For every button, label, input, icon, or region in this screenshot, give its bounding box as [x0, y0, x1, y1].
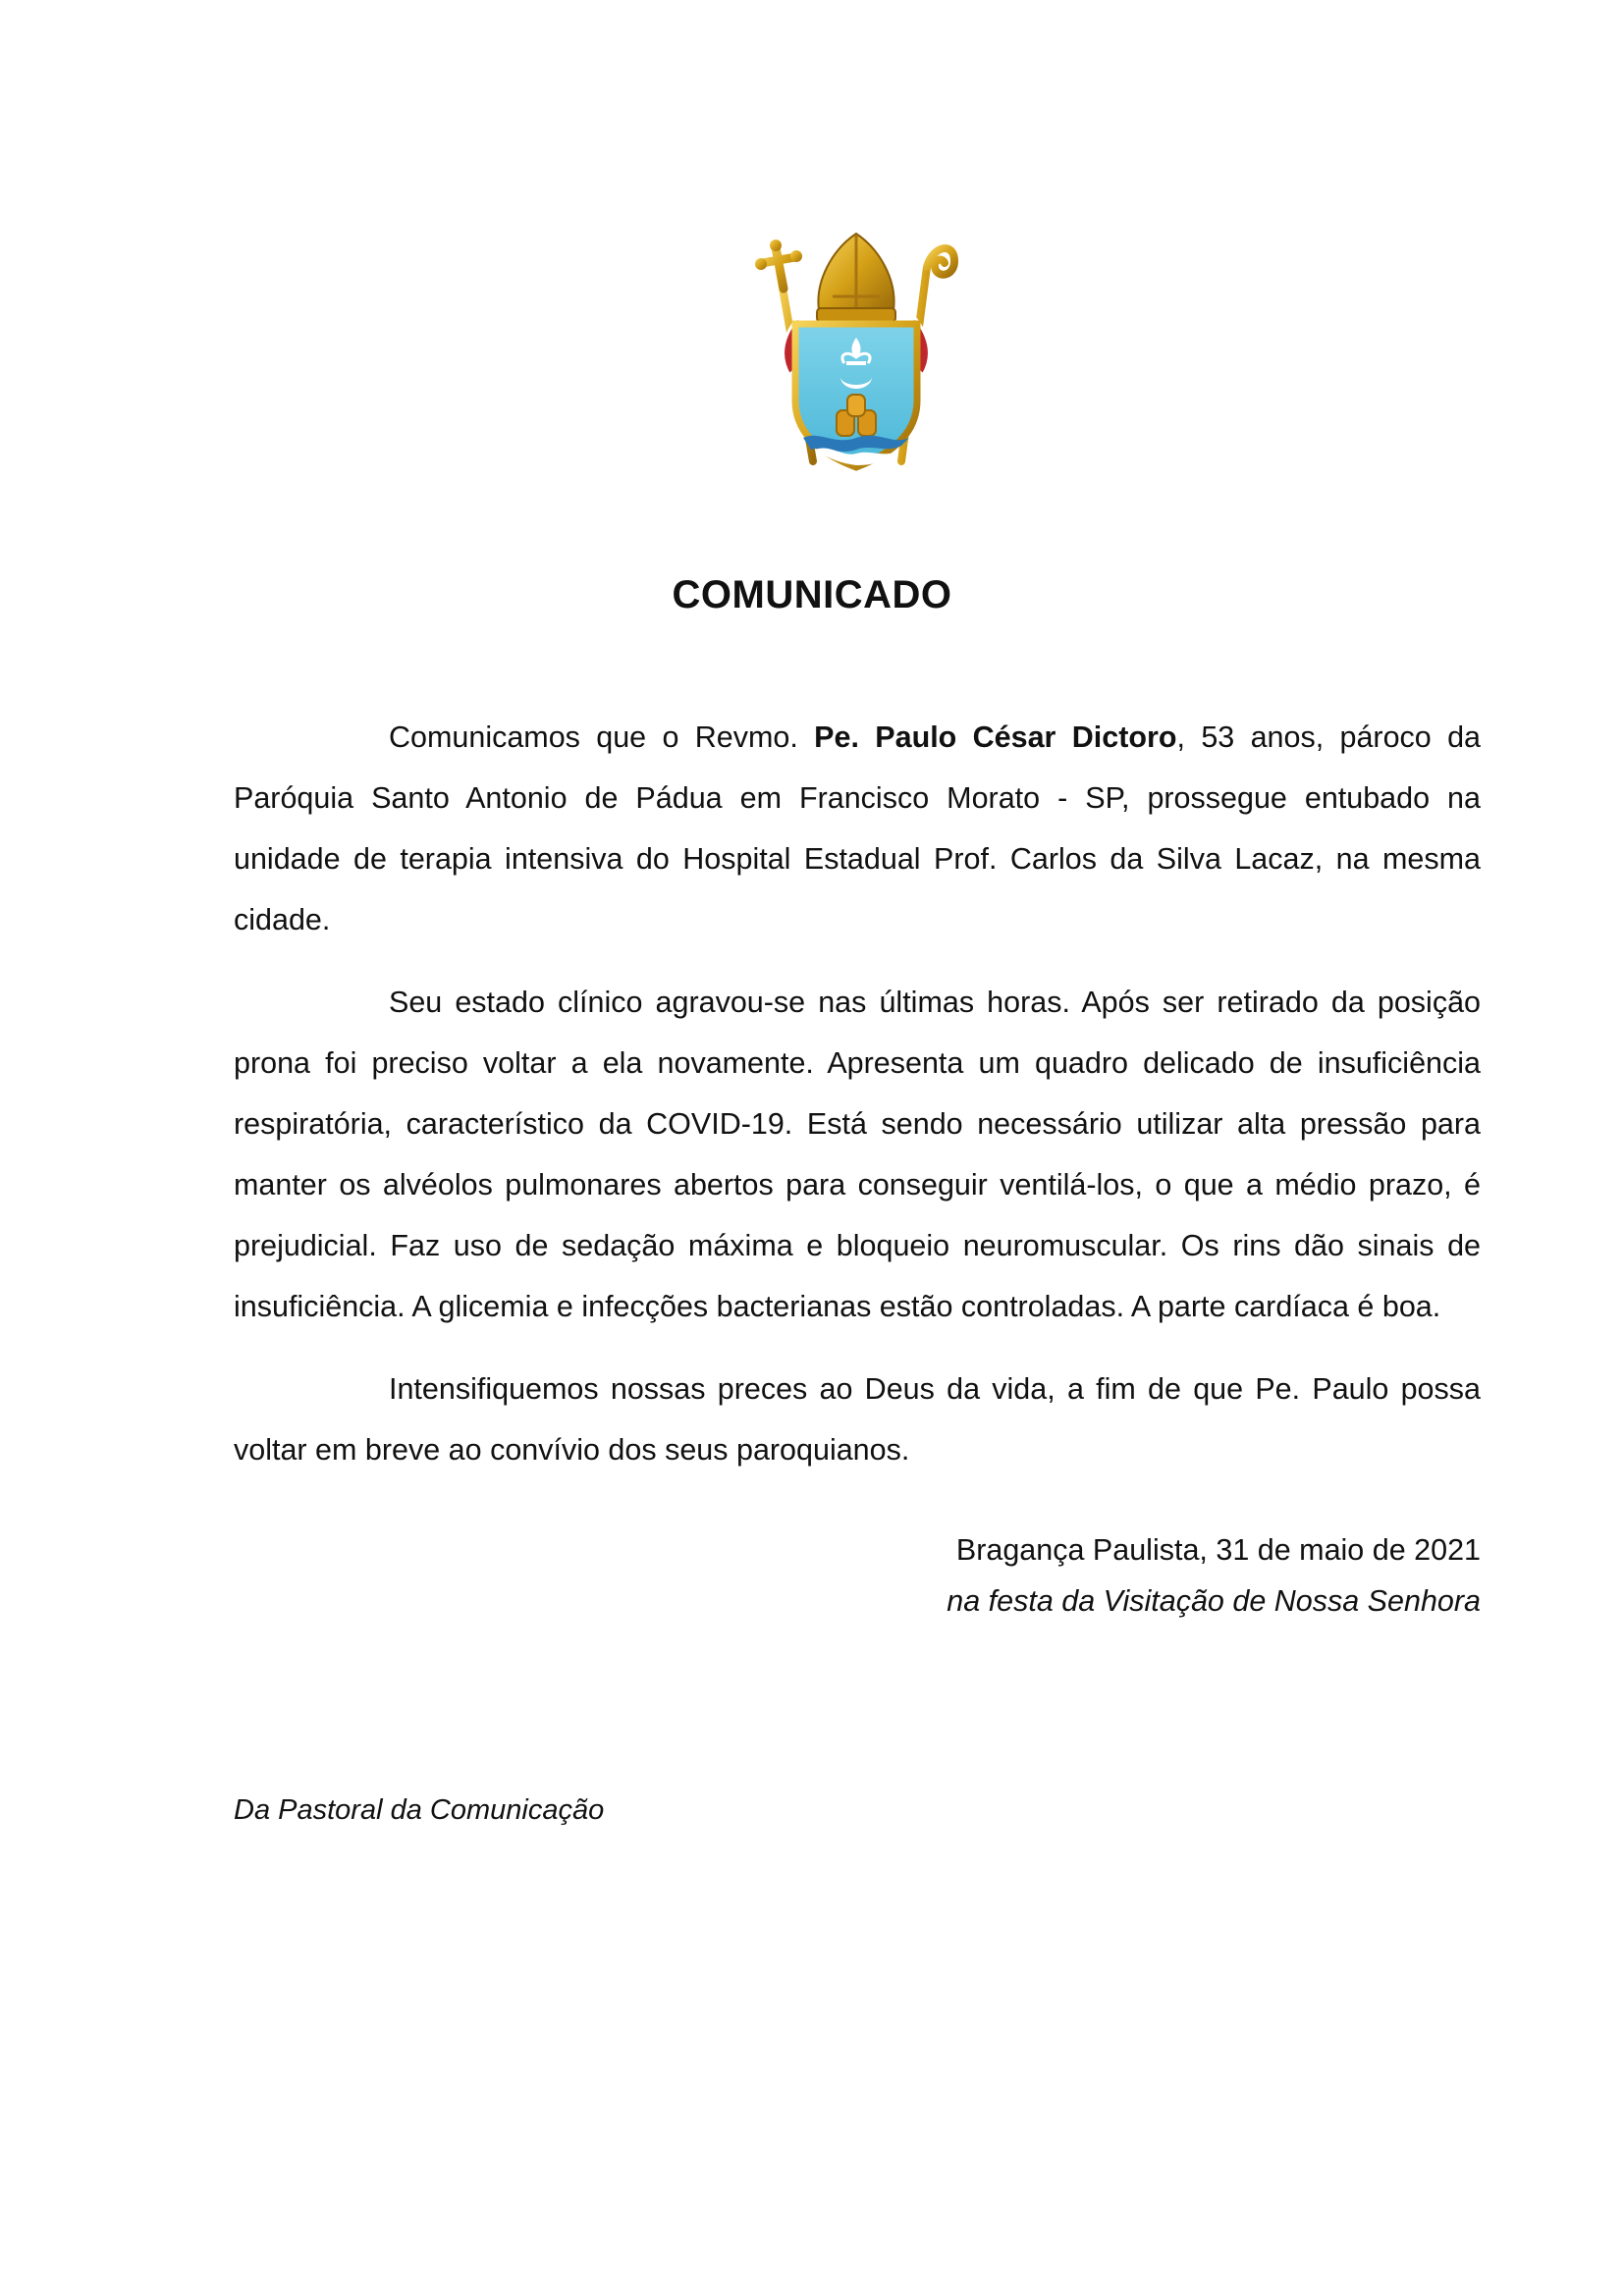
diocesan-coat-of-arms-icon: [754, 228, 958, 481]
footer-signature: Da Pastoral da Comunicação: [234, 1794, 605, 1826]
document-body: [234, 707, 1481, 1502]
paragraph-rest: , 53 anos, pároco da Paróquia Santo Antonio de Pádua em Francisco Morato - SP, prossegue entubado na unidade de terapia intensiva do Hospital Estadual Prof. Carlos da Silva Lacaz, na mesma cidade.: [234, 721, 1482, 936]
paragraph-prayer: Intensifiquemos nossas preces ao Deus da vida, a fim de que Pe. Paulo possa voltar em breve ao convívio dos seus paroquianos.: [234, 1372, 1481, 1467]
place-date: Bragança Paulista, 31 de maio de 2021: [955, 1533, 1481, 1567]
paragraph-clinical-state: Seu estado clínico agravou-se nas últimas horas. Após ser retirado da posição prona foi preciso voltar a ela novamente. Apresenta um quadro delicado de insuficiência respiratória, característico da COVID-19. Está sendo necessário utilizar alta pressão para manter os alvéolos pulmonares abertos para conseguir ventilá-los, o que a médio prazo, é prejudicial. Faz uso de sedação máxima e bloqueio neuromuscular. Os rins dão sinais de insuficiência. A glicemia e infecções bacterianas estão controladas. A parte cardíaca é boa.: [234, 986, 1481, 1323]
document-title: COMUNICADO: [672, 573, 952, 616]
paragraph-announcement: [234, 707, 1481, 950]
paragraph-intro: Comunicamos que o Revmo.: [389, 721, 815, 754]
signoff-block: [947, 1524, 1481, 1627]
occasion: na festa da Visitação de Nossa Senhora: [947, 1584, 1481, 1618]
priest-name: Pe. Paulo César Dictoro: [814, 721, 1177, 754]
